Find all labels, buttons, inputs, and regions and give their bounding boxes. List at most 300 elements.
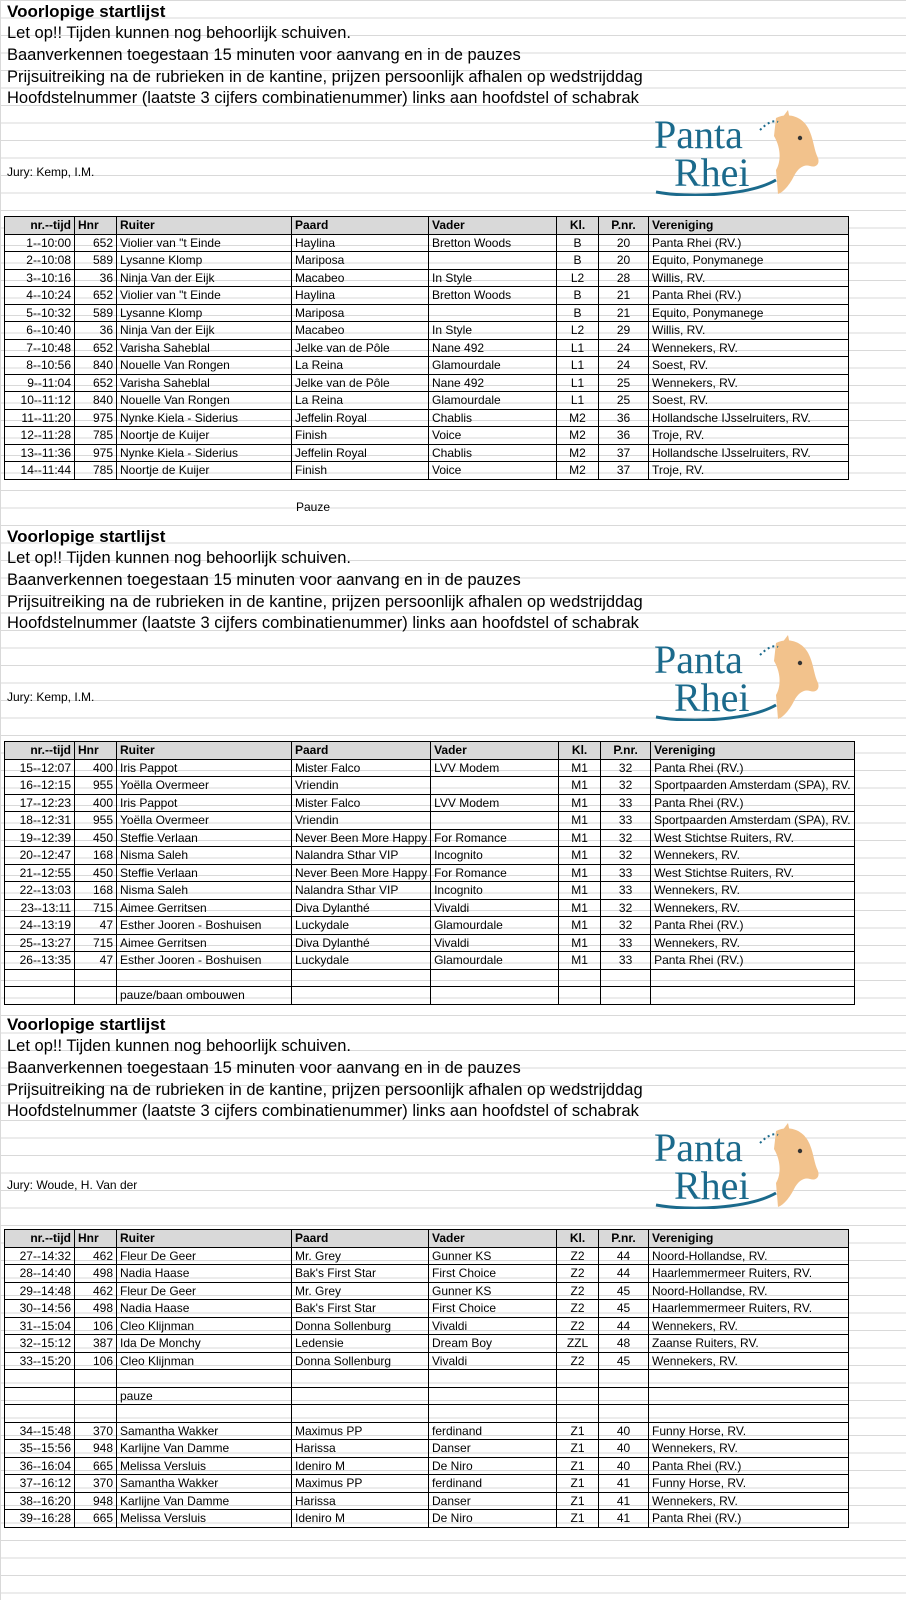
- cell-pnr: 33: [601, 812, 651, 830]
- cell-vader: Danser: [429, 1492, 557, 1510]
- cell-vereniging: Panta Rhei (RV.): [649, 1457, 849, 1475]
- cell-pnr: 21: [599, 287, 649, 305]
- cell-paard: La Reina: [292, 392, 429, 410]
- cell-hnr: 370: [75, 1475, 117, 1493]
- cell-paard: Macabeo: [292, 322, 429, 340]
- column-header: Paard: [292, 1230, 429, 1248]
- svg-text:Panta: Panta: [654, 637, 743, 682]
- cell-paard: Never Been More Happy: [292, 829, 431, 847]
- cell-kl: B: [557, 234, 599, 252]
- startlist-table: [4, 216, 849, 480]
- cell-hnr: 450: [75, 864, 117, 882]
- cell-paard: Harissa: [292, 1440, 429, 1458]
- cell-nrtijd: 35--15:56: [5, 1440, 75, 1458]
- cell-kl: M2: [557, 409, 599, 427]
- table-row: [5, 252, 849, 270]
- cell-vader: De Niro: [429, 1457, 557, 1475]
- column-header: nr.--tijd: [5, 1230, 75, 1248]
- table-header-row: [5, 217, 849, 235]
- cell-vereniging: Equito, Ponymanege: [649, 304, 849, 322]
- cell-ruiter: Nynke Kiela - Siderius: [117, 444, 292, 462]
- table-row: [5, 1510, 849, 1528]
- table-row: [5, 794, 855, 812]
- cell-vereniging: Wennekers, RV.: [651, 882, 855, 900]
- cell-paard: Nalandra Sthar VIP: [292, 847, 431, 865]
- cell-pnr: 32: [601, 847, 651, 865]
- cell-vereniging: Willis, RV.: [649, 269, 849, 287]
- cell-hnr: 462: [75, 1247, 117, 1265]
- cell-paard: Mister Falco: [292, 759, 431, 777]
- cell-paard: Mr. Grey: [292, 1247, 429, 1265]
- cell-pnr: 44: [599, 1317, 649, 1335]
- cell-hnr: 652: [75, 374, 117, 392]
- cell-vereniging: Willis, RV.: [649, 322, 849, 340]
- cell-ruiter: Nisma Saleh: [117, 847, 292, 865]
- cell-paard: Mariposa: [292, 252, 429, 270]
- cell-nrtijd: 38--16:20: [5, 1492, 75, 1510]
- table-row: [5, 234, 849, 252]
- cell-vader: First Choice: [429, 1265, 557, 1283]
- cell-pnr: 20: [599, 252, 649, 270]
- cell-hnr: 955: [75, 812, 117, 830]
- cell-paard: Harissa: [292, 1492, 429, 1510]
- column-header: Vader: [429, 217, 557, 235]
- cell-hnr: 589: [75, 252, 117, 270]
- table-row: [5, 1475, 849, 1493]
- cell-hnr: 652: [75, 339, 117, 357]
- cell-nrtijd: 26--13:35: [5, 952, 75, 970]
- cell-pnr: 28: [599, 269, 649, 287]
- cell-paard: Diva Dylanthé: [292, 899, 431, 917]
- cell-kl: Z1: [557, 1422, 599, 1440]
- section-title: Voorlopige startlijst: [7, 527, 166, 546]
- cell-ruiter: Nouelle Van Rongen: [117, 357, 292, 375]
- table-row: [5, 357, 849, 375]
- cell-ruiter: Varisha Saheblal: [117, 339, 292, 357]
- startlist-table: [4, 741, 855, 1005]
- cell-kl: ZZL: [557, 1335, 599, 1353]
- table-row: [5, 1457, 849, 1475]
- cell-ruiter: Cleo Klijnman: [117, 1352, 292, 1370]
- cell-nrtijd: 21--12:55: [5, 864, 75, 882]
- cell-vader: Vivaldi: [429, 1352, 557, 1370]
- cell-ruiter: Fleur De Geer: [117, 1282, 292, 1300]
- cell-vereniging: Wennekers, RV.: [649, 1352, 849, 1370]
- cell-vader: De Niro: [429, 1510, 557, 1528]
- cell-pnr: 24: [599, 339, 649, 357]
- cell-vader: Nane 492: [429, 374, 557, 392]
- table-row: [5, 1247, 849, 1265]
- table-row: [5, 1440, 849, 1458]
- column-header: Hnr: [75, 1230, 117, 1248]
- cell-pnr: 44: [599, 1247, 649, 1265]
- cell-paard: Jelke van de Pôle: [292, 374, 429, 392]
- cell-hnr: 785: [75, 462, 117, 480]
- cell-paard: Ideniro M: [292, 1510, 429, 1528]
- cell-nrtijd: 7--10:48: [5, 339, 75, 357]
- cell-vereniging: Haarlemmermeer Ruiters, RV.: [649, 1300, 849, 1318]
- cell-nrtijd: 8--10:56: [5, 357, 75, 375]
- cell-vader: LVV Modem: [431, 759, 559, 777]
- cell-kl: Z2: [557, 1352, 599, 1370]
- cell-nrtijd: 22--13:03: [5, 882, 75, 900]
- cell-ruiter: Aimee Gerritsen: [117, 899, 292, 917]
- cell-vereniging: Panta Rhei (RV.): [651, 917, 855, 935]
- pause-label: Pauze: [296, 500, 331, 514]
- cell-vader: ferdinand: [429, 1422, 557, 1440]
- table-row: [5, 1492, 849, 1510]
- column-header: Paard: [292, 742, 431, 760]
- cell-kl: M1: [559, 847, 601, 865]
- cell-ruiter: Samantha Wakker: [117, 1475, 292, 1493]
- table-row: [5, 1300, 849, 1318]
- cell-vader: Danser: [429, 1440, 557, 1458]
- cell-ruiter: Esther Jooren - Boshuisen: [117, 917, 292, 935]
- cell-pnr: 20: [599, 234, 649, 252]
- cell-vader: In Style: [429, 322, 557, 340]
- notice-line: Baanverkennen toegestaan 15 minuten voor aanvang en in de pauzes: [7, 45, 521, 64]
- cell-vereniging: Noord-Hollandse, RV.: [649, 1282, 849, 1300]
- cell-ruiter: Ida De Monchy: [117, 1335, 292, 1353]
- cell-paard: Luckydale: [292, 952, 431, 970]
- cell-ruiter: Ninja Van der Eijk: [117, 269, 292, 287]
- cell-pnr: 33: [601, 882, 651, 900]
- cell-hnr: 462: [75, 1282, 117, 1300]
- cell-paard: Vriendin: [292, 812, 431, 830]
- cell-kl: Z2: [557, 1300, 599, 1318]
- cell-hnr: 715: [75, 899, 117, 917]
- cell-vereniging: Noord-Hollandse, RV.: [649, 1247, 849, 1265]
- cell-hnr: 665: [75, 1510, 117, 1528]
- table-row: [5, 1265, 849, 1283]
- table-row: [5, 952, 855, 970]
- section-title: Voorlopige startlijst: [7, 2, 166, 21]
- cell-vereniging: Wennekers, RV.: [649, 1317, 849, 1335]
- column-header: Kl.: [557, 217, 599, 235]
- cell-nrtijd: 3--10:16: [5, 269, 75, 287]
- cell-nrtijd: 19--12:39: [5, 829, 75, 847]
- cell-nrtijd: 15--12:07: [5, 759, 75, 777]
- cell-paard: Haylina: [292, 287, 429, 305]
- cell-vereniging: Wennekers, RV.: [651, 899, 855, 917]
- cell-nrtijd: 20--12:47: [5, 847, 75, 865]
- cell-nrtijd: 24--13:19: [5, 917, 75, 935]
- cell-vereniging: Panta Rhei (RV.): [649, 234, 849, 252]
- cell-pnr: 33: [601, 952, 651, 970]
- cell-pnr: 41: [599, 1492, 649, 1510]
- table-row: [5, 917, 855, 935]
- cell-hnr: 36: [75, 322, 117, 340]
- cell-pnr: 45: [599, 1352, 649, 1370]
- cell-hnr: 106: [75, 1352, 117, 1370]
- table-row: [5, 304, 849, 322]
- cell-kl: Z1: [557, 1492, 599, 1510]
- cell-vader: ferdinand: [429, 1475, 557, 1493]
- column-header: Vereniging: [649, 1230, 849, 1248]
- table-row: [5, 1352, 849, 1370]
- cell-pnr: 36: [599, 409, 649, 427]
- empty-row: [5, 1370, 849, 1388]
- table-row: [5, 462, 849, 480]
- notice-line: Let op!! Tijden kunnen nog behoorlijk schuiven.: [7, 24, 351, 42]
- table-row: [5, 829, 855, 847]
- cell-ruiter: Steffie Verlaan: [117, 829, 292, 847]
- cell-hnr: 652: [75, 287, 117, 305]
- cell-hnr: 36: [75, 269, 117, 287]
- cell-kl: B: [557, 304, 599, 322]
- cell-vader: [429, 252, 557, 270]
- table-row: [5, 1282, 849, 1300]
- cell-paard: Diva Dylanthé: [292, 934, 431, 952]
- cell-hnr: 665: [75, 1457, 117, 1475]
- cell-kl: L2: [557, 269, 599, 287]
- cell-ruiter: Lysanne Klomp: [117, 304, 292, 322]
- cell-vereniging: Soest, RV.: [649, 357, 849, 375]
- cell-hnr: 498: [75, 1300, 117, 1318]
- cell-nrtijd: 18--12:31: [5, 812, 75, 830]
- notice-line: Prijsuitreiking na de rubrieken in de kantine, prijzen persoonlijk afhalen op wedstrijddag: [7, 1080, 643, 1099]
- cell-vereniging: Hollandsche IJsselruiters, RV.: [649, 409, 849, 427]
- cell-hnr: 785: [75, 427, 117, 445]
- cell-nrtijd: 39--16:28: [5, 1510, 75, 1528]
- cell-pnr: 29: [599, 322, 649, 340]
- cell-vader: Glamourdale: [429, 392, 557, 410]
- table-row: [5, 777, 855, 795]
- cell-nrtijd: 32--15:12: [5, 1335, 75, 1353]
- svg-text:Rhei: Rhei: [674, 675, 750, 720]
- cell-pnr: 44: [599, 1265, 649, 1283]
- table-row: [5, 1317, 849, 1335]
- empty-row: [5, 969, 855, 987]
- pause-label: pauze: [117, 1387, 292, 1405]
- column-header: Hnr: [75, 217, 117, 235]
- cell-vader: Chablis: [429, 409, 557, 427]
- cell-vader: Chablis: [429, 444, 557, 462]
- cell-hnr: 840: [75, 357, 117, 375]
- cell-kl: M2: [557, 444, 599, 462]
- cell-ruiter: Karlijne Van Damme: [117, 1440, 292, 1458]
- cell-nrtijd: 6--10:40: [5, 322, 75, 340]
- cell-ruiter: Nadia Haase: [117, 1300, 292, 1318]
- column-header: Vader: [429, 1230, 557, 1248]
- table-row: [5, 899, 855, 917]
- jury-label: Jury: Woude, H. Van der: [7, 1178, 138, 1192]
- cell-vader: Incognito: [431, 882, 559, 900]
- cell-nrtijd: 5--10:32: [5, 304, 75, 322]
- cell-ruiter: Melissa Versluis: [117, 1510, 292, 1528]
- svg-text:Panta: Panta: [654, 1125, 743, 1170]
- cell-nrtijd: 25--13:27: [5, 934, 75, 952]
- cell-vader: First Choice: [429, 1300, 557, 1318]
- cell-nrtijd: 16--12:15: [5, 777, 75, 795]
- cell-kl: L1: [557, 339, 599, 357]
- column-header: P.nr.: [599, 217, 649, 235]
- pause-row: [5, 987, 855, 1005]
- column-header: P.nr.: [599, 1230, 649, 1248]
- table-row: [5, 1422, 849, 1440]
- cell-pnr: 40: [599, 1457, 649, 1475]
- empty-row: [5, 1405, 849, 1423]
- cell-vereniging: Wennekers, RV.: [649, 374, 849, 392]
- pause-row: [5, 1387, 849, 1405]
- cell-ruiter: Iris Pappot: [117, 794, 292, 812]
- cell-pnr: 37: [599, 444, 649, 462]
- cell-hnr: 106: [75, 1317, 117, 1335]
- column-header: P.nr.: [601, 742, 651, 760]
- cell-hnr: 948: [75, 1492, 117, 1510]
- cell-pnr: 41: [599, 1510, 649, 1528]
- table-row: [5, 1335, 849, 1353]
- cell-nrtijd: 4--10:24: [5, 287, 75, 305]
- cell-kl: L2: [557, 322, 599, 340]
- cell-pnr: 33: [601, 864, 651, 882]
- cell-vereniging: Troje, RV.: [649, 462, 849, 480]
- cell-paard: Jelke van de Pôle: [292, 339, 429, 357]
- cell-hnr: 948: [75, 1440, 117, 1458]
- notice-line: Prijsuitreiking na de rubrieken in de kantine, prijzen persoonlijk afhalen op wedstrijddag: [7, 67, 643, 86]
- cell-paard: Bak's First Star: [292, 1300, 429, 1318]
- cell-vader: Voice: [429, 427, 557, 445]
- cell-kl: Z2: [557, 1265, 599, 1283]
- cell-ruiter: Lysanne Klomp: [117, 252, 292, 270]
- cell-nrtijd: 23--13:11: [5, 899, 75, 917]
- cell-kl: M1: [559, 777, 601, 795]
- cell-nrtijd: 13--11:36: [5, 444, 75, 462]
- cell-nrtijd: 33--15:20: [5, 1352, 75, 1370]
- cell-ruiter: Nisma Saleh: [117, 882, 292, 900]
- cell-vader: [431, 812, 559, 830]
- cell-ruiter: Karlijne Van Damme: [117, 1492, 292, 1510]
- cell-ruiter: Nynke Kiela - Siderius: [117, 409, 292, 427]
- cell-vereniging: Troje, RV.: [649, 427, 849, 445]
- cell-paard: Finish: [292, 462, 429, 480]
- cell-pnr: 25: [599, 392, 649, 410]
- cell-hnr: 975: [75, 444, 117, 462]
- cell-hnr: 450: [75, 829, 117, 847]
- notice-line: Let op!! Tijden kunnen nog behoorlijk schuiven.: [7, 549, 351, 567]
- cell-nrtijd: 11--11:20: [5, 409, 75, 427]
- cell-hnr: 47: [75, 917, 117, 935]
- cell-nrtijd: 12--11:28: [5, 427, 75, 445]
- cell-vader: Voice: [429, 462, 557, 480]
- cell-paard: Haylina: [292, 234, 429, 252]
- notice-line: Hoofdstelnummer (laatste 3 cijfers combinatienummer) links aan hoofdstel of schabrak: [7, 614, 639, 633]
- cell-vereniging: Funny Horse, RV.: [649, 1475, 849, 1493]
- cell-ruiter: Steffie Verlaan: [117, 864, 292, 882]
- cell-paard: Donna Sollenburg: [292, 1352, 429, 1370]
- panta-rhei-logo: [648, 635, 820, 721]
- cell-nrtijd: 1--10:00: [5, 234, 75, 252]
- cell-hnr: 589: [75, 304, 117, 322]
- notice-line: Baanverkennen toegestaan 15 minuten voor aanvang en in de pauzes: [7, 570, 521, 589]
- column-header: Kl.: [557, 1230, 599, 1248]
- cell-nrtijd: 10--11:12: [5, 392, 75, 410]
- column-header: nr.--tijd: [5, 742, 75, 760]
- cell-ruiter: Cleo Klijnman: [117, 1317, 292, 1335]
- cell-hnr: 400: [75, 759, 117, 777]
- cell-kl: L1: [557, 357, 599, 375]
- cell-hnr: 715: [75, 934, 117, 952]
- svg-text:Rhei: Rhei: [674, 1163, 750, 1208]
- cell-paard: Macabeo: [292, 269, 429, 287]
- cell-vader: Vivaldi: [429, 1317, 557, 1335]
- cell-ruiter: Noortje de Kuijer: [117, 462, 292, 480]
- cell-kl: L1: [557, 392, 599, 410]
- cell-kl: M2: [557, 462, 599, 480]
- cell-paard: Maximus PP: [292, 1422, 429, 1440]
- cell-paard: Vriendin: [292, 777, 431, 795]
- svg-text:Panta: Panta: [654, 112, 743, 157]
- panta-rhei-logo: [648, 1123, 820, 1209]
- table-row: [5, 427, 849, 445]
- cell-vader: Dream Boy: [429, 1335, 557, 1353]
- cell-vader: LVV Modem: [431, 794, 559, 812]
- cell-hnr: 652: [75, 234, 117, 252]
- cell-ruiter: Nadia Haase: [117, 1265, 292, 1283]
- cell-kl: Z2: [557, 1317, 599, 1335]
- notice-line: Prijsuitreiking na de rubrieken in de kantine, prijzen persoonlijk afhalen op wedstrijddag: [7, 592, 643, 611]
- cell-paard: Maximus PP: [292, 1475, 429, 1493]
- table-header-row: [5, 742, 855, 760]
- cell-paard: Mr. Grey: [292, 1282, 429, 1300]
- jury-label: Jury: Kemp, I.M.: [7, 690, 95, 704]
- cell-vader: Bretton Woods: [429, 234, 557, 252]
- notice-line: Let op!! Tijden kunnen nog behoorlijk schuiven.: [7, 1037, 351, 1055]
- table-row: [5, 374, 849, 392]
- cell-vereniging: Wennekers, RV.: [651, 934, 855, 952]
- cell-nrtijd: 17--12:23: [5, 794, 75, 812]
- cell-ruiter: Melissa Versluis: [117, 1457, 292, 1475]
- cell-ruiter: Varisha Saheblal: [117, 374, 292, 392]
- column-header: Ruiter: [117, 1230, 292, 1248]
- cell-kl: M1: [559, 882, 601, 900]
- cell-vader: Gunner KS: [429, 1247, 557, 1265]
- cell-kl: B: [557, 287, 599, 305]
- cell-pnr: 21: [599, 304, 649, 322]
- cell-vereniging: Wennekers, RV.: [651, 847, 855, 865]
- svg-text:Rhei: Rhei: [674, 150, 750, 195]
- cell-vader: [431, 777, 559, 795]
- cell-nrtijd: 30--14:56: [5, 1300, 75, 1318]
- cell-pnr: 33: [601, 934, 651, 952]
- cell-pnr: 32: [601, 777, 651, 795]
- cell-pnr: 33: [601, 794, 651, 812]
- cell-paard: Nalandra Sthar VIP: [292, 882, 431, 900]
- cell-ruiter: Nouelle Van Rongen: [117, 392, 292, 410]
- cell-kl: M1: [559, 952, 601, 970]
- cell-nrtijd: 37--16:12: [5, 1475, 75, 1493]
- table-row: [5, 847, 855, 865]
- cell-hnr: 387: [75, 1335, 117, 1353]
- column-header: Vereniging: [649, 217, 849, 235]
- cell-ruiter: Iris Pappot: [117, 759, 292, 777]
- cell-ruiter: Aimee Gerritsen: [117, 934, 292, 952]
- section-title: Voorlopige startlijst: [7, 1015, 166, 1034]
- column-header: nr.--tijd: [5, 217, 75, 235]
- cell-pnr: 36: [599, 427, 649, 445]
- cell-ruiter: Noortje de Kuijer: [117, 427, 292, 445]
- cell-ruiter: Yoëlla Overmeer: [117, 777, 292, 795]
- cell-paard: Bak's First Star: [292, 1265, 429, 1283]
- cell-kl: M1: [559, 794, 601, 812]
- cell-pnr: 45: [599, 1282, 649, 1300]
- cell-pnr: 45: [599, 1300, 649, 1318]
- table-row: [5, 409, 849, 427]
- cell-ruiter: Yoëlla Overmeer: [117, 812, 292, 830]
- cell-pnr: 32: [601, 759, 651, 777]
- cell-ruiter: Violier van "t Einde: [117, 287, 292, 305]
- column-header: Kl.: [559, 742, 601, 760]
